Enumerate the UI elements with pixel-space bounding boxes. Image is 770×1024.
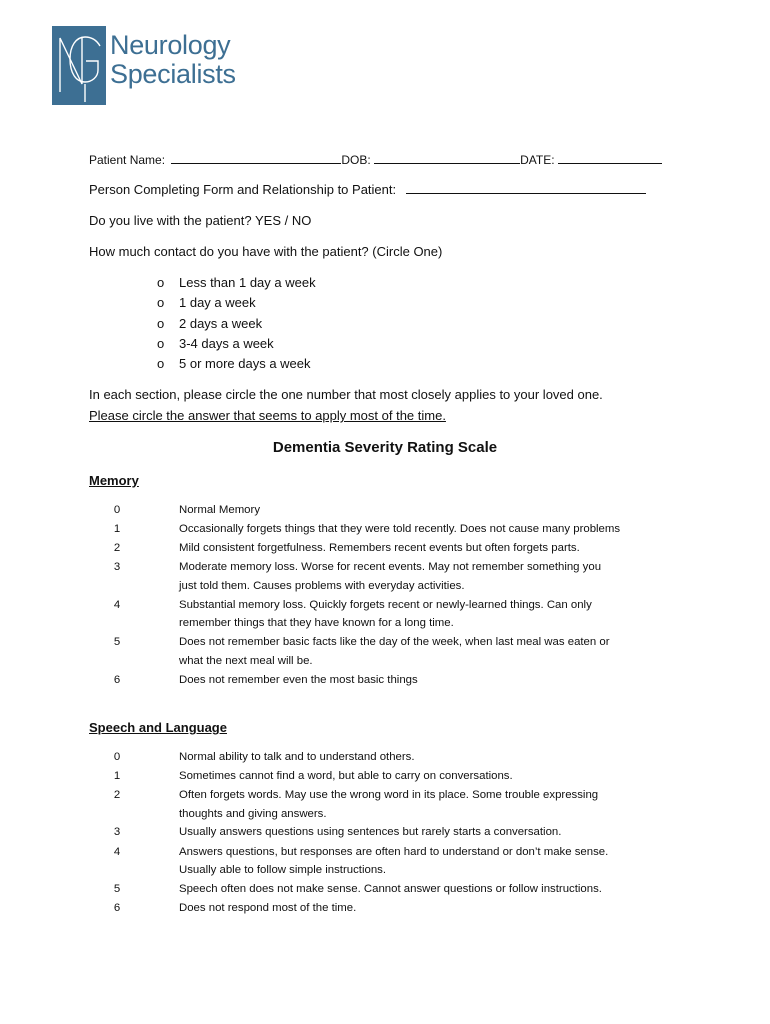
contact-option[interactable] [157, 356, 311, 371]
contact-question: How much contact do you have with the patient? (Circle One) [89, 244, 443, 259]
score-description: what the next meal will be. [179, 655, 313, 667]
contact-option[interactable] [157, 295, 256, 310]
score-number: 6 [113, 902, 121, 914]
patient-name-field[interactable] [171, 152, 341, 164]
contact-option[interactable] [157, 275, 316, 290]
contact-option-label: Less than 1 day a week [179, 275, 316, 290]
logo-text-neurology: Neurology [110, 30, 231, 60]
dob-label: DOB: [341, 153, 371, 167]
score-description: Usually able to follow simple instructions. [179, 864, 387, 876]
person-completing-field[interactable] [406, 182, 646, 194]
live-with-question[interactable]: Do you live with the patient? YES / NO [89, 213, 312, 228]
score-number: 6 [113, 674, 121, 686]
score-description: Does not respond most of the time. [179, 902, 357, 914]
score-number: 4 [113, 599, 121, 611]
score-description: Does not remember even the most basic things [179, 674, 418, 686]
neurology-specialists-logo [52, 26, 236, 106]
score-description: Occasionally forgets things that they were told recently. Does not cause many problems [179, 523, 621, 535]
score-number: 1 [113, 523, 121, 535]
date-label: DATE: [520, 153, 555, 167]
score-description: Moderate memory loss. Worse for recent events. May not remember something you [179, 561, 602, 573]
date-field[interactable] [558, 152, 662, 164]
score-description: thoughts and giving answers. [179, 808, 327, 820]
score-number: 3 [113, 826, 121, 838]
score-description: just told them. Causes problems with everyday activities. [179, 580, 465, 592]
score-description: Does not remember basic facts like the day of the week, when last meal was eaten or [179, 636, 610, 648]
score-description: Speech often does not make sense. Cannot answer questions or follow instructions. [179, 883, 602, 895]
bullet-icon: o [157, 316, 165, 331]
person-completing-row [89, 182, 646, 197]
score-number: 3 [113, 561, 121, 573]
patient-info-row [89, 152, 662, 167]
score-number: 5 [113, 883, 121, 895]
logo-text-specialists: Specialists [110, 59, 236, 89]
score-description: Sometimes cannot find a word, but able to carry on conversations. [179, 770, 513, 782]
bullet-icon: o [157, 295, 165, 310]
bullet-icon: o [157, 275, 165, 290]
score-description: remember things that they have known for a long time. [179, 617, 454, 629]
contact-option-label: 1 day a week [179, 295, 256, 310]
bullet-icon: o [157, 356, 165, 371]
score-description: Often forgets words. May use the wrong word in its place. Some trouble expressing [179, 789, 599, 801]
score-description: Mild consistent forgetfulness. Remembers recent events but often forgets parts. [179, 542, 580, 554]
score-description: Usually answers questions using sentences but rarely starts a conversation. [179, 826, 562, 838]
score-number: 0 [113, 751, 121, 763]
score-description: Substantial memory loss. Quickly forgets recent or newly-learned things. Can only [179, 599, 592, 611]
dob-field[interactable] [374, 152, 520, 164]
bullet-icon: o [157, 336, 165, 351]
score-number: 5 [113, 636, 121, 648]
score-number: 0 [113, 504, 121, 516]
contact-option-label: 3-4 days a week [179, 336, 274, 351]
score-description: Answers questions, but responses are often hard to understand or don’t make sense. [179, 846, 609, 858]
patient-name-label: Patient Name: [89, 153, 166, 167]
score-number: 1 [113, 770, 121, 782]
contact-option-label: 5 or more days a week [179, 356, 311, 371]
score-description: Normal Memory [179, 504, 261, 516]
section-heading-memory: Memory [89, 473, 139, 488]
ng-monogram-icon [52, 26, 106, 105]
score-number: 2 [113, 789, 121, 801]
contact-option[interactable] [157, 316, 262, 331]
logo-monogram-box [52, 26, 106, 105]
person-completing-label: Person Completing Form and Relationship to Patient: [89, 182, 397, 197]
score-number: 4 [113, 846, 121, 858]
page-title: Dementia Severity Rating Scale [272, 439, 498, 456]
score-number: 2 [113, 542, 121, 554]
contact-option-label: 2 days a week [179, 316, 263, 331]
instruction-line-2: Please circle the answer that seems to apply most of the time. [89, 408, 446, 423]
score-description: Normal ability to talk and to understand others. [179, 751, 415, 763]
instruction-line-1: In each section, please circle the one number that most closely applies to your loved one. [89, 387, 603, 402]
section-heading-speech-language: Speech and Language [89, 720, 227, 735]
contact-option[interactable] [157, 336, 274, 351]
